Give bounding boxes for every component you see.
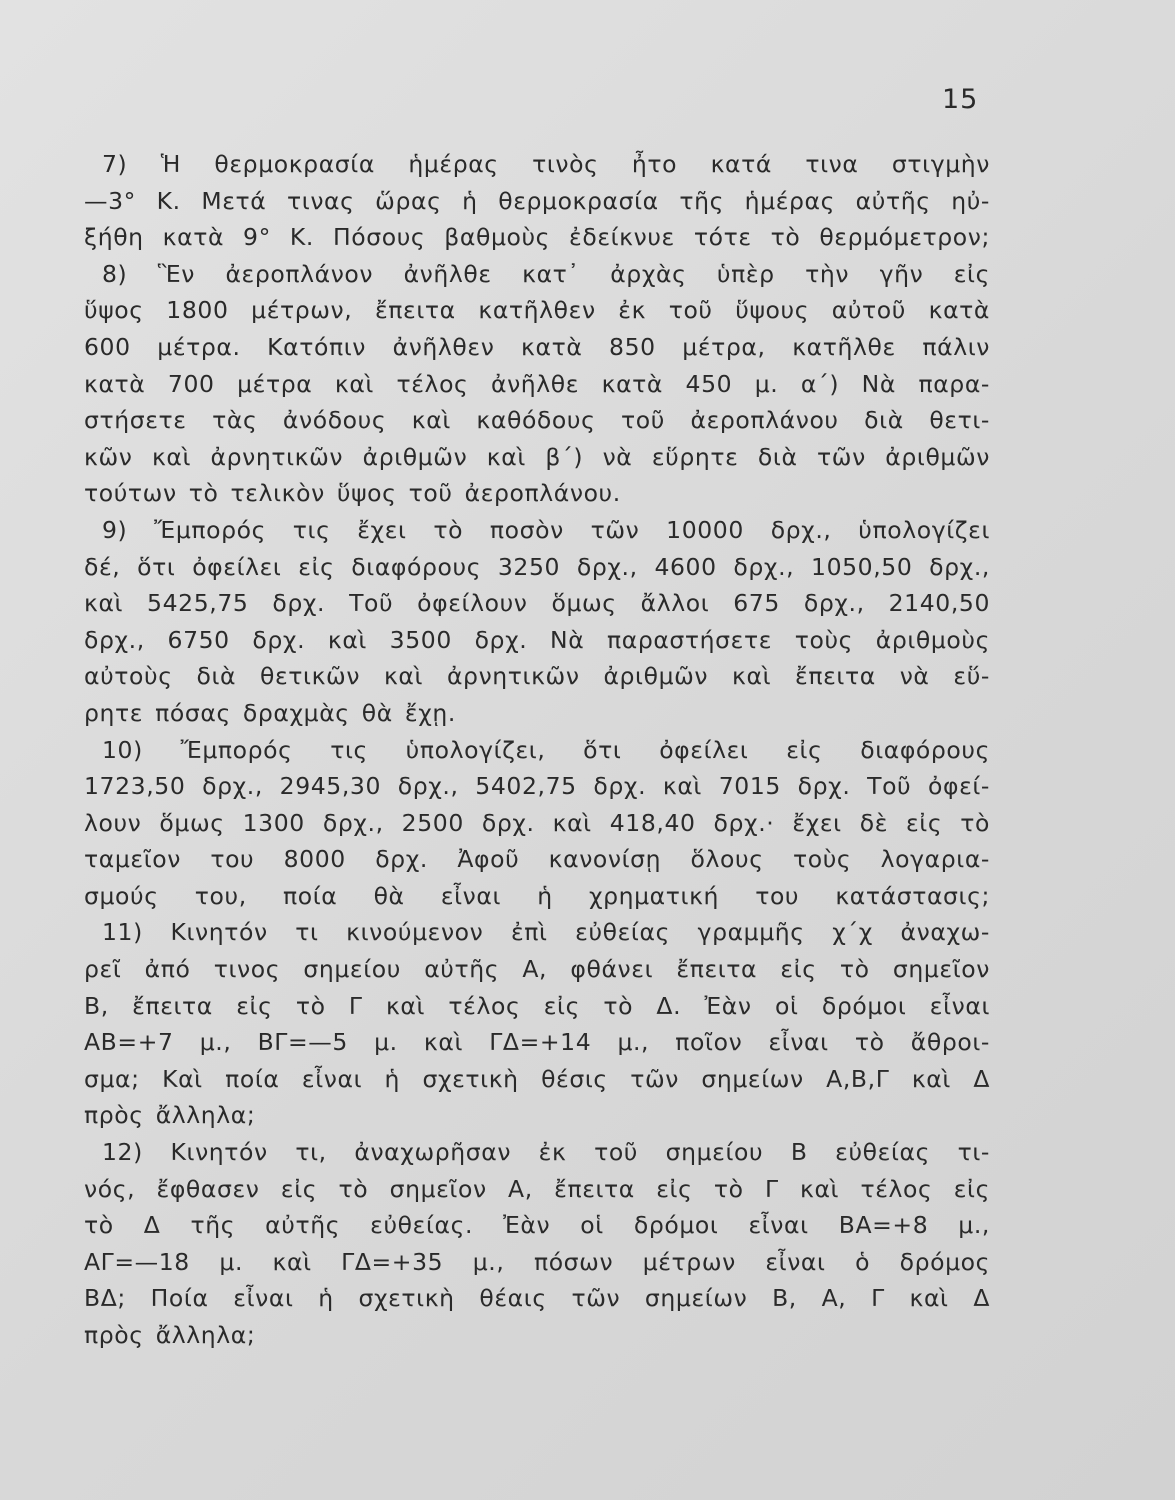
text-line: νός, ἔφθασεν εἰς τὸ σημεῖον Α, ἔπειτα εἰς τὸ Γ καὶ τέλος εἰς (84, 1174, 990, 1203)
text-line: καὶ 5425,75 δρχ. Τοῦ ὀφείλουν ὅμως ἄλλοι 675 δρχ., 2140,50 (84, 589, 990, 618)
text-line: δέ, ὅτι ὀφείλει εἰς διαφόρους 3250 δρχ., 4600 δρχ., 1050,50 δρχ., (84, 552, 990, 581)
text-line: στήσετε τὰς ἀνόδους καὶ καθόδους τοῦ ἀεροπλάνου διὰ θετι- (84, 406, 990, 435)
text-line: ΑΓ=—18 μ. καὶ ΓΔ=+35 μ., πόσων μέτρων εἶναι ὁ δρόμος (84, 1247, 990, 1276)
text-line: αὐτοὺς διὰ θετικῶν καὶ ἀρνητικῶν ἀριθμῶν καὶ ἔπειτα νὰ εὕ- (84, 662, 990, 691)
page-number: 15 (942, 84, 979, 115)
text-line: κατὰ 700 μέτρα καὶ τέλος ἀνῆλθε κατὰ 450 μ. α΄) Νὰ παρα- (84, 369, 990, 398)
text-line: Β, ἔπειτα εἰς τὸ Γ καὶ τέλος εἰς τὸ Δ. Ἐὰν οἱ δρόμοι εἶναι (84, 991, 990, 1020)
text-line: 8) Ἓν ἀεροπλάνον ἀνῆλθε κατ᾽ ἀρχὰς ὑπὲρ τὴν γῆν εἰς (102, 259, 990, 288)
text-line: τὸ Δ τῆς αὐτῆς εὐθείας. Ἐὰν οἱ δρόμοι εἶναι ΒΑ=+8 μ., (84, 1211, 990, 1240)
text-line: ὕψος 1800 μέτρων, ἔπειτα κατῆλθεν ἐκ τοῦ ὕψους αὐτοῦ κατὰ (84, 296, 990, 325)
text-line: λουν ὅμως 1300 δρχ., 2500 δρχ. καὶ 418,40 δρχ.· ἔχει δὲ εἰς τὸ (84, 808, 990, 837)
text-line: ταμεῖον του 8000 δρχ. Ἀφοῦ κανονίσῃ ὅλους τοὺς λογαρια- (84, 845, 990, 874)
text-line: ρεῖ ἀπό τινος σημείου αὐτῆς Α, φθάνει ἔπειτα εἰς τὸ σημεῖον (84, 955, 990, 984)
text-line: σμούς του, ποία θὰ εἶναι ἡ χρηματική του κατάστασις; (84, 881, 990, 910)
text-line: 12) Κινητόν τι, ἀναχωρῆσαν ἐκ τοῦ σημείου Β εὐθείας τι- (102, 1138, 990, 1167)
text-line: ξήθη κατὰ 9° Κ. Πόσους βαθμοὺς ἐδείκνυε τότε τὸ θερμόμετρον; (84, 223, 990, 252)
text-line: πρὸς ἄλληλα; (84, 1101, 256, 1130)
text-line: ρητε πόσας δραχμὰς θὰ ἔχῃ. (84, 698, 456, 727)
text-line: κῶν καὶ ἀρνητικῶν ἀριθμῶν καὶ β΄) νὰ εὕρητε διὰ τῶν ἀριθμῶν (84, 442, 990, 471)
text-line: δρχ., 6750 δρχ. καὶ 3500 δρχ. Νὰ παραστήσετε τοὺς ἀριθμοὺς (84, 625, 990, 654)
exercise-12 (84, 1134, 990, 1354)
text-line: 7) Ἡ θερμοκρασία ἡμέρας τινὸς ἦτο κατά τινα στιγμὴν (102, 150, 990, 178)
text-line: ΒΔ; Ποία εἶναι ἡ σχετικὴ θέαις τῶν σημείων Β, Α, Γ καὶ Δ (84, 1284, 990, 1313)
exercise-10 (84, 732, 990, 915)
exercise-9 (84, 512, 990, 732)
exercise-11 (84, 914, 990, 1134)
exercise-7 (84, 146, 990, 256)
exercise-8 (84, 256, 990, 512)
text-line: ΑΒ=+7 μ., ΒΓ=—5 μ. καὶ ΓΔ=+14 μ., ποῖον εἶναι τὸ ἄθροι- (84, 1028, 990, 1057)
text-line: 11) Κινητόν τι κινούμενον ἐπὶ εὐθείας γραμμῆς χ΄χ ἀναχω- (102, 918, 990, 947)
text-line: τούτων τὸ τελικὸν ὕψος τοῦ ἀεροπλάνου. (84, 479, 621, 508)
text-line: 1723,50 δρχ., 2945,30 δρχ., 5402,75 δρχ. καὶ 7015 δρχ. Τοῦ ὀφεί- (84, 772, 990, 801)
exercise-text (84, 146, 990, 1354)
text-line: 600 μέτρα. Κατόπιν ἀνῆλθεν κατὰ 850 μέτρα, κατῆλθε πάλιν (84, 332, 990, 361)
text-line: 10) Ἔμπορός τις ὑπολογίζει, ὅτι ὀφείλει εἰς διαφόρους (102, 735, 990, 764)
text-line: 9) Ἔμπορός τις ἔχει τὸ ποσὸν τῶν 10000 δρχ., ὑπολογίζει (102, 515, 990, 544)
text-line: —3° Κ. Μετά τινας ὥρας ἡ θερμοκρασία τῆς ἡμέρας αὐτῆς ηὐ- (84, 186, 990, 215)
text-line: σμα; Καὶ ποία εἶναι ἡ σχετικὴ θέσις τῶν σημείων Α,Β,Γ καὶ Δ (84, 1064, 990, 1093)
text-line: πρὸς ἄλληλα; (84, 1321, 256, 1349)
